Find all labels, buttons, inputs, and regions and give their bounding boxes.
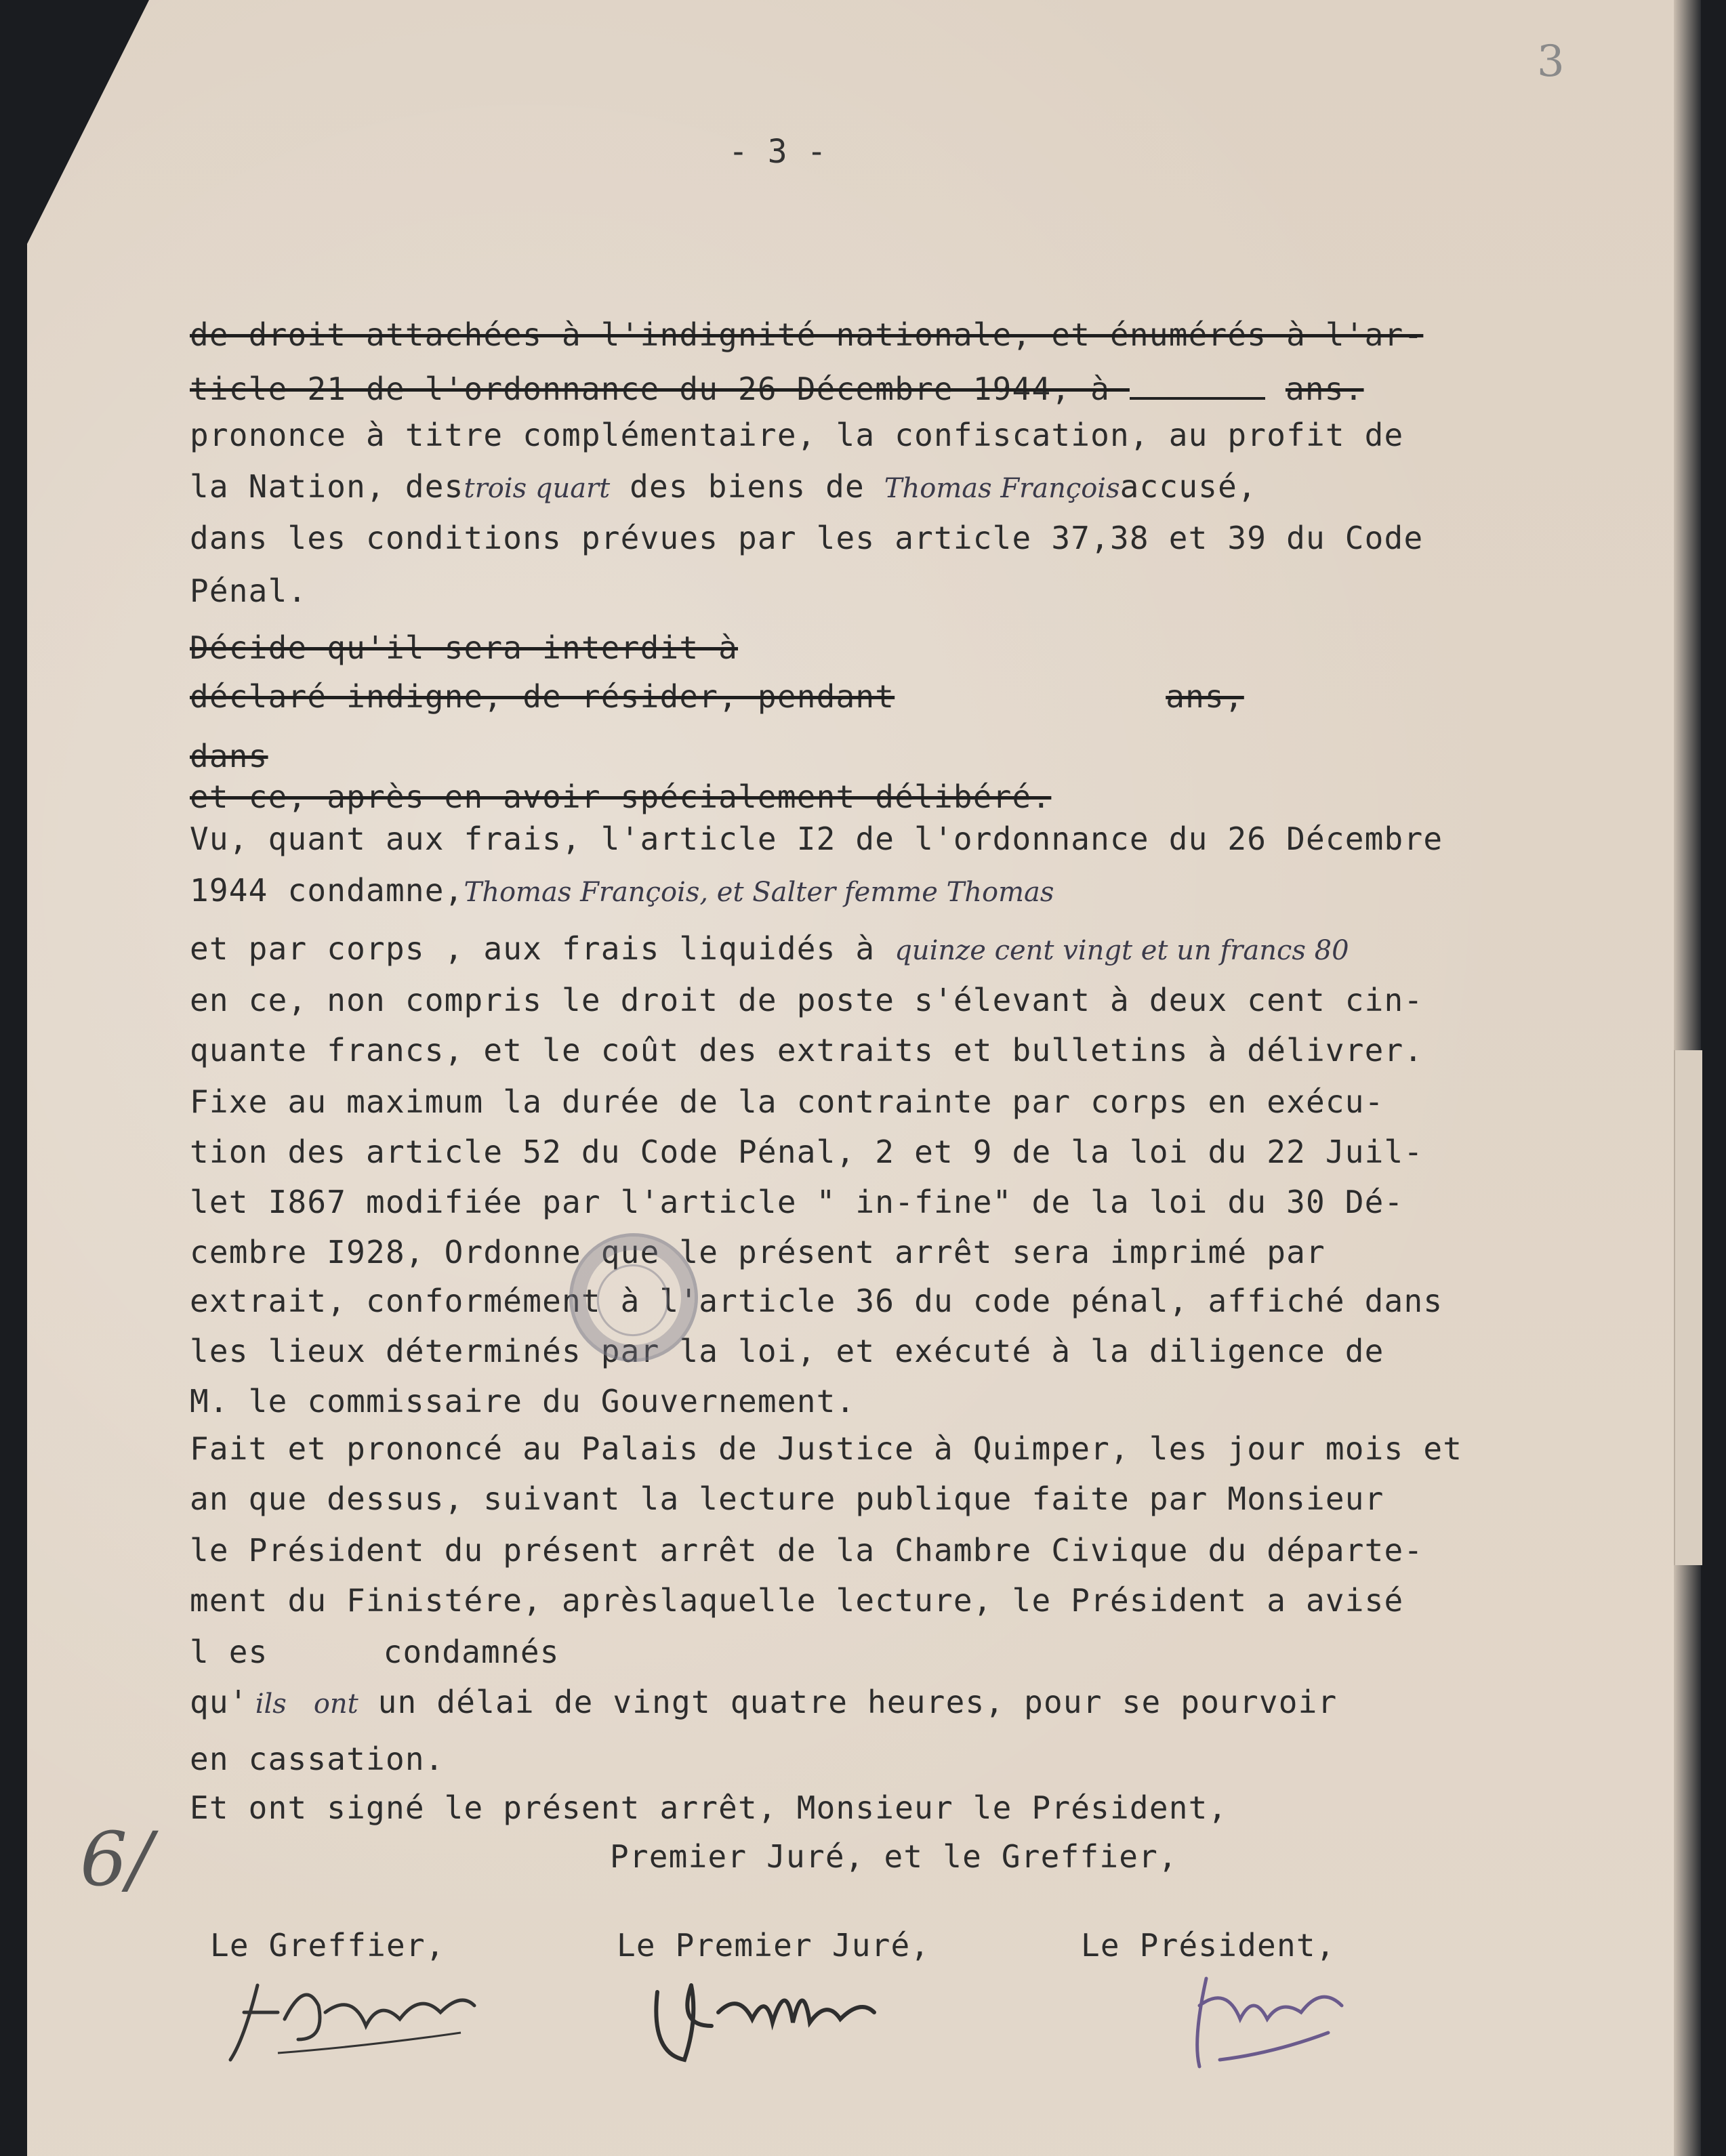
president-label: Le Président, xyxy=(1081,1927,1336,1964)
premier-jure-label: Le Premier Juré, xyxy=(617,1927,930,1964)
greffier-label: Le Greffier, xyxy=(210,1927,445,1964)
text: ans. xyxy=(1285,371,1364,407)
text: déclaré indigne, de résider, pendant xyxy=(190,678,895,715)
text-line: ment du Finistére, aprèslaquelle lecture, le Président a avisé xyxy=(190,1582,1404,1619)
text: ans, xyxy=(1166,678,1244,715)
text-line xyxy=(190,871,1054,911)
text: la Nation, des xyxy=(190,468,464,505)
premier-jure-signature xyxy=(637,1958,922,2076)
text-line: Fixe au maximum la durée de la contrainte par corps en exécu- xyxy=(190,1083,1384,1120)
handwritten-insert: Thomas François, et Salter femme Thomas xyxy=(464,877,1054,908)
text-line: quante francs, et le coût des extraits et bulletins à délivrer. xyxy=(190,1032,1424,1069)
archive-stamp-inner xyxy=(584,1251,681,1348)
text-line: cembre I928, Ordonne que le présent arrêt sera imprimé par xyxy=(190,1234,1326,1270)
text-line: prononce à titre complémentaire, la confiscation, au profit de xyxy=(190,417,1404,453)
handwritten-insert: ont xyxy=(313,1688,358,1720)
text-line: Premier Juré, et le Greffier, xyxy=(610,1838,1178,1875)
text: et par corps , aux frais liquidés à xyxy=(190,930,895,967)
blank xyxy=(1130,397,1265,400)
handwritten-insert: Thomas François xyxy=(884,473,1120,504)
text-line: Et ont signé le présent arrêt, Monsieur le Président, xyxy=(190,1789,1228,1826)
text-line: Pénal. xyxy=(190,573,308,609)
struck-line: de droit attachées à l'indignité nationale, et énumérés à l'ar- xyxy=(190,316,1424,353)
text: un délai de vingt quatre heures, pour se pourvoir xyxy=(358,1684,1338,1720)
text-line xyxy=(190,1683,1337,1723)
president-signature-icon xyxy=(1179,1958,1382,2080)
handwritten-insert: trois quart xyxy=(464,473,611,504)
text: accusé, xyxy=(1119,468,1257,505)
handwritten-page-number: 3 xyxy=(1537,37,1565,87)
greffier-signature-icon xyxy=(217,1965,488,2073)
text-line: les lieux déterminés par la loi, et exécuté à la diligence de xyxy=(190,1333,1384,1369)
text: ticle 21 de l'ordonnance du 26 Décembre 1944, à xyxy=(190,371,1130,407)
text-line xyxy=(190,468,1257,507)
text-line: en ce, non compris le droit de poste s'élevant à deux cent cin- xyxy=(190,982,1424,1018)
text-line: tion des article 52 du Code Pénal, 2 et 9 de la loi du 22 Juil- xyxy=(190,1134,1424,1170)
text: condamnés xyxy=(383,1634,560,1670)
handwritten-insert: quinze cent vingt et un francs 80 xyxy=(895,935,1349,966)
text: l es xyxy=(190,1634,268,1670)
text-line: le Président du présent arrêt de la Chambre Civique du départe- xyxy=(190,1532,1424,1569)
struck-line xyxy=(190,370,1364,408)
text-line: en cassation. xyxy=(190,1741,445,1777)
text-line: an que dessus, suivant la lecture publique faite par Monsieur xyxy=(190,1480,1384,1517)
struck-line: Décide qu'il sera interdit à xyxy=(190,629,739,666)
text: 1944 condamne, xyxy=(190,872,464,909)
text: des biens de xyxy=(610,468,884,505)
text-line xyxy=(190,1633,560,1671)
typed-page-number: - 3 - xyxy=(728,133,827,171)
text-line: dans les conditions prévues par les article 37,38 et 39 du Code xyxy=(190,520,1424,556)
struck-line: dans xyxy=(190,738,268,774)
text-line xyxy=(190,930,1349,970)
struck-line: et ce, après en avoir spécialement délibéré. xyxy=(190,779,1052,815)
text-line: Vu, quant aux frais, l'article I2 de l'ordonnance du 26 Décembre xyxy=(190,821,1443,857)
text-line: Fait et prononcé au Palais de Justice à Quimper, les jour mois et xyxy=(190,1430,1463,1467)
president-signature xyxy=(1179,1958,1382,2083)
margin-annotation: 6/ xyxy=(80,1816,153,1903)
struck-line xyxy=(190,678,1244,716)
text-line: M. le commissaire du Gouvernement. xyxy=(190,1383,856,1419)
premier-jure-signature-icon xyxy=(637,1958,922,2073)
handwritten-insert: ils xyxy=(255,1688,287,1720)
text-line: extrait, conformément à l'article 36 du code pénal, affiché dans xyxy=(190,1283,1443,1319)
text-line: let I867 modifiée par l'article " in-fine" de la loi du 30 Dé- xyxy=(190,1184,1404,1220)
text: qu' xyxy=(190,1684,249,1720)
greffier-signature xyxy=(217,1965,488,2076)
